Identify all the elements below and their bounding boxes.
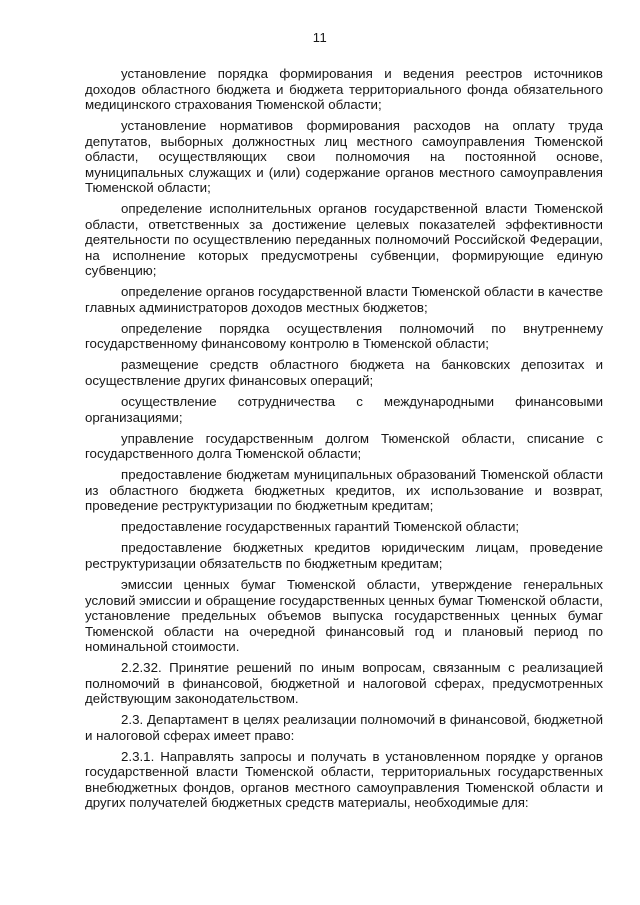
paragraph-mezhdunarodnoe-sotrudnichestvo: осуществление сотрудничества с международными финансовыми организациями; [85,394,603,425]
paragraph-bankovskie-depozity: размещение средств областного бюджета на банковских депозитах и осуществление других финансовых операций; [85,357,603,388]
paragraph-2-3: 2.3. Департамент в целях реализации полномочий в финансовой, бюджетной и налоговой сферах имеет право: [85,712,603,743]
paragraph-reestry-istochnikov: установление порядка формирования и ведения реестров источников доходов областного бюджета и бюджета территориального фонда обязательного медицинского страхования Тюменской области; [85,66,603,112]
document-body [85,66,603,815]
paragraph-finansovyi-kontrol: определение порядка осуществления полномочий по внутреннему государственному финансовому контролю в Тюменской области; [85,320,603,352]
paragraph-2-2-32: 2.2.32. Принятие решений по иным вопросам, связанным с реализацией полномочий в финансовой, бюджетной и налоговой сферах, предусмотренных действующим законодательством. [85,660,603,707]
paragraph-emissiya-tsennykh-bumag: эмиссии ценных бумаг Тюменской области, утверждение генеральных условий эмиссии и обращение государственных ценных бумаг Тюменской области, установление предельных объемов выпуска государственных ценных бумаг Тюменской области на очередной финансовый год и плановый период по номинальной стоимости. [85,577,603,655]
paragraph-normativy-raskhodov: установление нормативов формирования расходов на оплату труда депутатов, выборных должностных лиц местного самоуправления Тюменской области, осуществляющих свои полномочия на постоянной основе, муниципальных служащих и (или) содержание органов местного самоуправления Тюменской области; [85,118,603,196]
paragraph-byudzhetnye-kredity-mo: предоставление бюджетам муниципальных образований Тюменской области из областного бюджета бюджетных кредитов, их использование и возврат, проведение реструктуризации по бюджетным кредитам; [85,467,603,514]
paragraph-ispolnitelnye-organy: определение исполнительных органов государственной власти Тюменской области, ответственных за достижение целевых показателей эффективности деятельности по осуществлению переданных полномочий Российской Федерации, на исполнение которых предусмотрены субвенции, формирующие единую субвенцию; [85,201,603,279]
paragraph-administratory-dokhodov: определение органов государственной власти Тюменской области в качестве главных администраторов доходов местных бюджетов; [85,284,603,315]
paragraph-2-3-1: 2.3.1. Направлять запросы и получать в установленном порядке у органов государственной власти Тюменской области, территориальных государственных внебюджетных фондов, органов местного самоуправления Тюменской области и других получателей бюджетных средств материалы, необходимые для: [85,748,603,811]
page-number: 11 [312,30,328,45]
paragraph-gosudarstvennye-garantii: предоставление государственных гарантий Тюменской области; [121,519,520,535]
paragraph-gosudarstvennyi-dolg: управление государственным долгом Тюменской области, списание с государственного долга Тюменской области; [85,430,603,462]
paragraph-kredity-yurlitsam: предоставление бюджетных кредитов юридическим лицам, проведение реструктуризации обязательств по бюджетным кредитам; [85,540,603,571]
